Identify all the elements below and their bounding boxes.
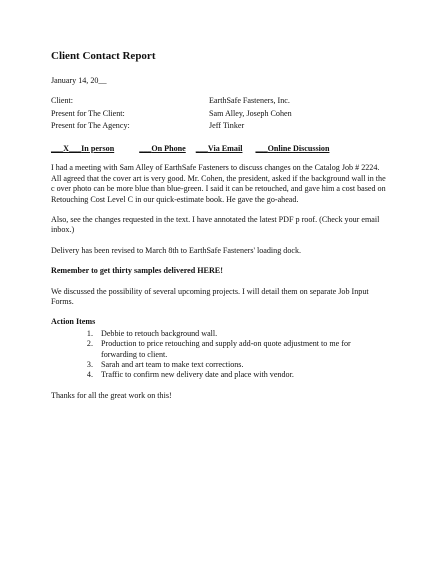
item-text: Production to price retouching and supply add-on quote adjustment to me for forwarding to client.	[101, 339, 351, 359]
list-item	[51, 370, 386, 380]
option-on-phone	[139, 144, 186, 154]
option-in-person	[51, 144, 114, 154]
meta-label: Present for The Agency:	[51, 121, 130, 131]
meta-label: Client:	[51, 96, 74, 106]
option-online-discussion	[255, 144, 329, 154]
option-label: In person	[81, 143, 115, 153]
meta-row-present-agency	[51, 121, 386, 134]
reminder-line: Remember to get thirty samples delivered HERE!	[51, 266, 223, 276]
paragraph-changes: Also, see the changes requested in the text. I have annotated the latest PDF p roof. (Check your email inbox.)	[51, 214, 380, 235]
item-number: 2.	[86, 339, 93, 349]
item-text: Traffic to confirm new delivery date and place with vendor.	[101, 370, 294, 380]
option-label: Via Email	[207, 143, 243, 153]
closing-line: Thanks for all the great work on this!	[51, 390, 172, 400]
list-item	[51, 329, 386, 339]
meta-block	[51, 96, 386, 134]
option-blank: ___	[255, 143, 268, 153]
item-text: Debbie to retouch background wall.	[101, 328, 218, 338]
paragraph-meeting: I had a meeting with Sam Alley of EarthSafe Fasteners to discuss changes on the Catalog Job # 2224. All agreed that the cover art is very good. Mr. Cohen, the president, asked if the background wall in the c over photo can be more blue than blue-green. I said it can be retouched, and gave him a cost based on Retouching Cost Level C in our quick-estimate book. He gave the go-ahead.	[51, 163, 386, 204]
item-number: 4.	[86, 370, 93, 380]
report-title: Client Contact Report	[51, 50, 156, 62]
action-items-list	[51, 329, 386, 381]
item-number: 3.	[86, 360, 93, 369]
list-item	[51, 339, 386, 360]
action-items-heading: Action Items	[51, 317, 96, 327]
report-date: January 14, 20__	[51, 76, 107, 85]
meta-label: Present for The Client:	[51, 108, 125, 118]
contact-method-options	[51, 144, 386, 154]
option-blank: ___	[195, 143, 208, 153]
option-blank: ___X___	[51, 143, 82, 153]
meta-value: Sam Alley, Joseph Cohen	[209, 108, 292, 118]
option-via-email	[196, 144, 243, 154]
meta-value: Jeff Tinker	[209, 121, 245, 131]
meta-value: EarthSafe Fasteners, Inc.	[209, 96, 290, 106]
option-blank: ___	[139, 143, 152, 153]
option-label: On Phone	[151, 143, 186, 153]
item-text: Sarah and art team to make text corrections.	[101, 360, 244, 369]
meta-row-present-client	[51, 109, 386, 122]
report-page	[51, 50, 386, 411]
list-item	[51, 360, 386, 370]
item-number: 1.	[86, 328, 93, 338]
option-label: Online Discussion	[267, 143, 330, 153]
paragraph-projects: We discussed the possibility of several upcoming projects. I will detail them on separate Job Input Forms.	[51, 286, 369, 306]
meta-row-client	[51, 96, 386, 109]
paragraph-delivery: Delivery has been revised to March 8th to EarthSafe Fasteners' loading dock.	[51, 245, 302, 255]
